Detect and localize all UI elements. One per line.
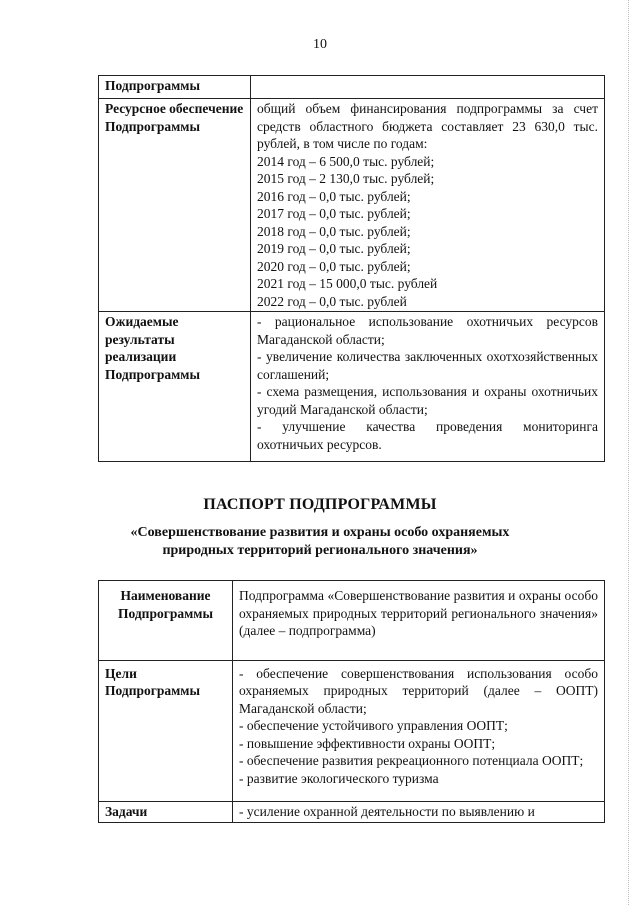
result-item: - улучшение качества проведения мониторинга охотничьих ресурсов. [257,419,598,452]
year-line: 2017 год – 0,0 тыс. рублей; [257,206,411,221]
year-line: 2016 год – 0,0 тыс. рублей; [257,188,411,204]
resources-label: Ресурсное обеспечение Подпрограммы [99,99,251,312]
resources-value [251,99,605,312]
year-line: 2015 год – 2 130,0 тыс. рублей; [257,171,435,186]
goals-value [233,660,605,802]
table-row-goals [99,660,605,802]
table-row-tasks [99,802,605,823]
name-label: Наименование Подпрограммы [99,581,233,661]
scan-edge-marks [628,0,629,905]
tasks-label: Задачи [99,802,233,823]
goal-item: - развитие экологического туризма [239,770,439,786]
result-item: - увеличение количества заключенных охотхозяйственных соглашений; [257,349,598,382]
header-value [251,76,605,99]
goals-label: Цели Подпрограммы [99,660,233,802]
tasks-value: - усиление охранной деятельности по выявлению и [233,802,605,823]
goal-item: - обеспечение устойчивого управления ООПТ; [239,718,508,733]
year-line: 2018 год – 0,0 тыс. рублей; [257,223,411,239]
year-line: 2014 год – 6 500,0 тыс. рублей; [257,153,435,169]
passport-table [98,580,605,823]
passport-subtitle [0,524,640,560]
goal-item: - обеспечение совершенствования использования особо охраняемых природных территорий (далее – ООПТ) Магаданской области; [239,665,598,716]
result-item: - схема размещения, использования и охраны охотничьих угодий Магаданской области; [257,384,598,417]
passport-subtitle-line: «Совершенствование развития и охраны особо охраняемых [130,525,510,540]
name-value: Подпрограмма «Совершенствование развития и охраны особо охраняемых природных территорий регионального значения» (далее – подпрограмма) [233,581,605,661]
subprogram-table-continued [98,75,605,462]
page-number: 10 [313,37,327,52]
year-line: 2022 год – 0,0 тыс. рублей [257,293,407,309]
passport-title: ПАСПОРТ ПОДПРОГРАММЫ [203,496,437,513]
goal-item: - повышение эффективности охраны ООПТ; [239,735,496,751]
header-label: Подпрограммы [99,76,251,99]
results-label: Ожидаемые результаты реализации Подпрограммы [99,312,251,462]
table-row-resources [99,99,605,312]
table-row-name [99,581,605,661]
result-item: - рациональное использование охотничьих ресурсов Магаданской области; [257,314,598,347]
year-line: 2020 год – 0,0 тыс. рублей; [257,258,411,274]
goal-item: - обеспечение развития рекреационного потенциала ООПТ; [239,753,584,768]
table-row-header [99,76,605,99]
results-value [251,312,605,462]
table-row-results [99,312,605,462]
year-line: 2019 год – 0,0 тыс. рублей; [257,241,411,256]
year-line: 2021 год – 15 000,0 тыс. рублей [257,276,438,291]
resources-intro: общий объем финансирования подпрограммы за счет средств областного бюджета составляет 23 630,0 тыс. рублей, в том числе по годам: [257,101,598,151]
passport-subtitle-line: природных территорий регионального значения» [162,543,478,558]
